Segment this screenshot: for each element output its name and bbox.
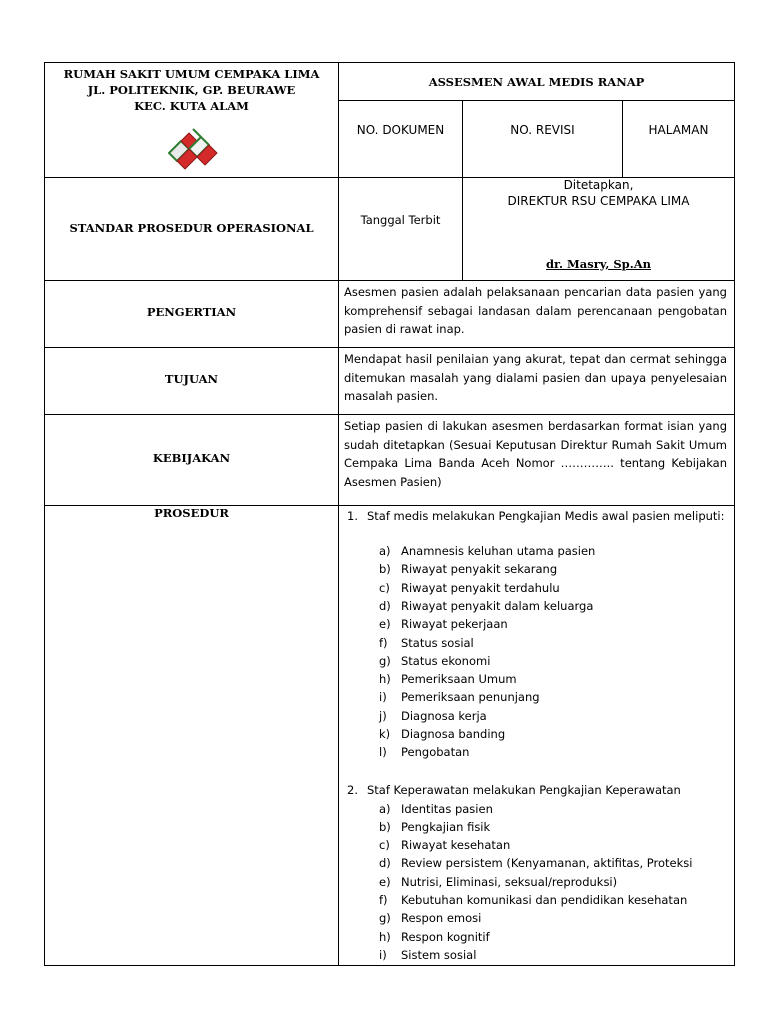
list-item: [379, 909, 481, 927]
list-item: [379, 854, 692, 872]
list-item-text: Respon kognitif: [401, 929, 490, 944]
kebijakan-text-cell: [338, 414, 735, 506]
tujuan-label-cell: [44, 347, 339, 415]
ditetapkan-cell: [462, 177, 735, 281]
hospital-logo: [163, 123, 223, 171]
prosedur-item-number: 2.: [347, 783, 358, 797]
no-revisi-label: NO. REVISI: [510, 123, 575, 137]
list-item: [379, 542, 595, 560]
signatory-name: dr. Masry, Sp.An: [546, 257, 651, 271]
list-item: [379, 818, 490, 836]
list-item-letter: d): [379, 598, 391, 613]
sop-label: STANDAR PROSEDUR OPERASIONAL: [69, 221, 314, 235]
pengertian-text: Asesmen pasien adalah pelaksanaan pencarian data pasien yang komprehensif sebagai landasan dalam perencanaan pengobatan pasien di rawat inap.: [344, 285, 727, 336]
list-item: [379, 652, 490, 670]
list-item-letter: a): [379, 801, 391, 816]
hospital-cell: [44, 62, 339, 178]
list-item-text: Diagnosa banding: [401, 727, 506, 741]
list-item-letter: i): [379, 690, 387, 705]
list-item: [379, 579, 560, 597]
prosedur-label: PROSEDUR: [154, 506, 229, 520]
prosedur-item-text: Staf Keperawatan melakukan Pengkajian Keperawatan: [367, 783, 681, 797]
list-item-letter: a): [379, 544, 391, 558]
halaman-label: HALAMAN: [648, 123, 709, 137]
hospital-line: JL. POLITEKNIK, GP. BEURAWE: [87, 83, 296, 97]
document-title: ASSESMEN AWAL MEDIS RANAP: [428, 75, 645, 89]
list-item-text: Identitas pasien: [401, 801, 493, 816]
list-item: [379, 634, 474, 652]
hospital-line: RUMAH SAKIT UMUM CEMPAKA LIMA: [63, 67, 320, 81]
kebijakan-label-cell: [44, 414, 339, 506]
tanggal-terbit-cell: [338, 177, 463, 281]
list-item-text: Pemeriksaan Umum: [401, 672, 517, 687]
sop-cell: [44, 177, 339, 281]
list-item: [379, 836, 510, 854]
pengertian-label-cell: [44, 280, 339, 348]
list-item: [379, 891, 687, 909]
list-item-text: Riwayat penyakit terdahulu: [401, 580, 560, 595]
list-item: [379, 725, 505, 743]
list-item-text: Pemeriksaan penunjang: [401, 690, 540, 705]
list-item: [379, 743, 469, 761]
list-item-text: Nutrisi, Eliminasi, seksual/reproduksi): [401, 874, 618, 889]
list-item-text: Anamnesis keluhan utama pasien: [401, 544, 596, 558]
prosedur-item-number: 1.: [347, 509, 358, 523]
no-revisi-cell: [462, 100, 623, 178]
list-item-text: Pengkajian fisik: [401, 819, 491, 834]
list-item-letter: l): [379, 745, 387, 760]
list-item-text: Status ekonomi: [401, 653, 491, 668]
list-item: [379, 928, 490, 946]
list-item-text: Riwayat penyakit sekarang: [401, 562, 558, 577]
list-item-letter: h): [379, 672, 391, 687]
list-item-letter: j): [379, 708, 387, 723]
hospital-line: KEC. KUTA ALAM: [134, 99, 249, 113]
kebijakan-text: Setiap pasien di lakukan asesmen berdasarkan format isian yang sudah ditetapkan (Sesuai Keputusan Direktur Rumah Sakit Umum Cempaka Lima Banda Aceh Nomor ………….. tentang Kebijakan Asesmen Pasien): [344, 419, 727, 489]
list-item-letter: e): [379, 874, 391, 889]
list-item-letter: e): [379, 617, 391, 632]
tujuan-text-cell: [338, 347, 735, 415]
tujuan-text: Mendapat hasil penilaian yang akurat, tepat dan cermat sehingga ditemukan masalah yang dialami pasien dan upaya penyelesaian masalah pasien.: [344, 352, 727, 403]
list-item-letter: f): [379, 893, 388, 907]
list-item-text: Pengobatan: [401, 745, 470, 760]
list-item-letter: i): [379, 947, 387, 962]
list-item: [379, 670, 517, 688]
list-item-letter: g): [379, 911, 391, 926]
no-dokumen-label: NO. DOKUMEN: [356, 123, 445, 137]
list-item: [379, 597, 593, 615]
list-item-text: Status sosial: [401, 635, 474, 650]
pengertian-text-cell: [338, 280, 735, 348]
list-item-letter: k): [379, 727, 391, 741]
list-item-text: Sistem sosial: [401, 947, 477, 962]
direktur-label: DIREKTUR RSU CEMPAKA LIMA: [507, 194, 690, 208]
list-item: [379, 873, 617, 891]
list-item-text: Respon emosi: [401, 911, 482, 926]
kebijakan-label: KEBIJAKAN: [152, 451, 231, 465]
prosedur-text-cell: [338, 505, 735, 966]
list-item-letter: b): [379, 562, 391, 577]
list-item: [379, 800, 493, 818]
prosedur-label-cell: [44, 505, 339, 966]
list-item: [379, 560, 557, 578]
ditetapkan-label: Ditetapkan,: [563, 178, 634, 192]
tanggal-terbit-label: Tanggal Terbit: [360, 213, 441, 227]
list-item: [379, 615, 508, 633]
list-item-text: Diagnosa kerja: [401, 708, 487, 723]
tujuan-label: TUJUAN: [164, 372, 219, 386]
document-title-cell: [338, 62, 735, 101]
list-item-letter: d): [379, 856, 391, 871]
no-dokumen-cell: [338, 100, 463, 178]
prosedur-item-text: Staf medis melakukan Pengkajian Medis awal pasien meliputi:: [367, 509, 725, 523]
prosedur-item: [347, 781, 727, 799]
hospital-name: [45, 66, 338, 114]
list-item-letter: b): [379, 819, 391, 834]
list-item-text: Riwayat kesehatan: [401, 838, 511, 853]
list-item-text: Kebutuhan komunikasi dan pendidikan kesehatan: [401, 893, 688, 907]
list-item-text: Riwayat penyakit dalam keluarga: [401, 598, 594, 613]
list-item: [379, 707, 487, 725]
list-item: [379, 688, 540, 706]
list-item-letter: g): [379, 653, 391, 668]
list-item-text: Review persistem (Kenyamanan, aktifitas, Proteksi: [401, 856, 693, 871]
halaman-cell: [622, 100, 735, 178]
prosedur-item: [347, 507, 727, 525]
list-item-letter: f): [379, 635, 388, 650]
list-item-letter: h): [379, 929, 391, 944]
list-item-letter: c): [379, 580, 390, 595]
list-item-letter: c): [379, 838, 390, 853]
list-item-text: Riwayat pekerjaan: [401, 617, 508, 632]
list-item: [379, 946, 476, 964]
pengertian-label: PENGERTIAN: [146, 305, 237, 319]
